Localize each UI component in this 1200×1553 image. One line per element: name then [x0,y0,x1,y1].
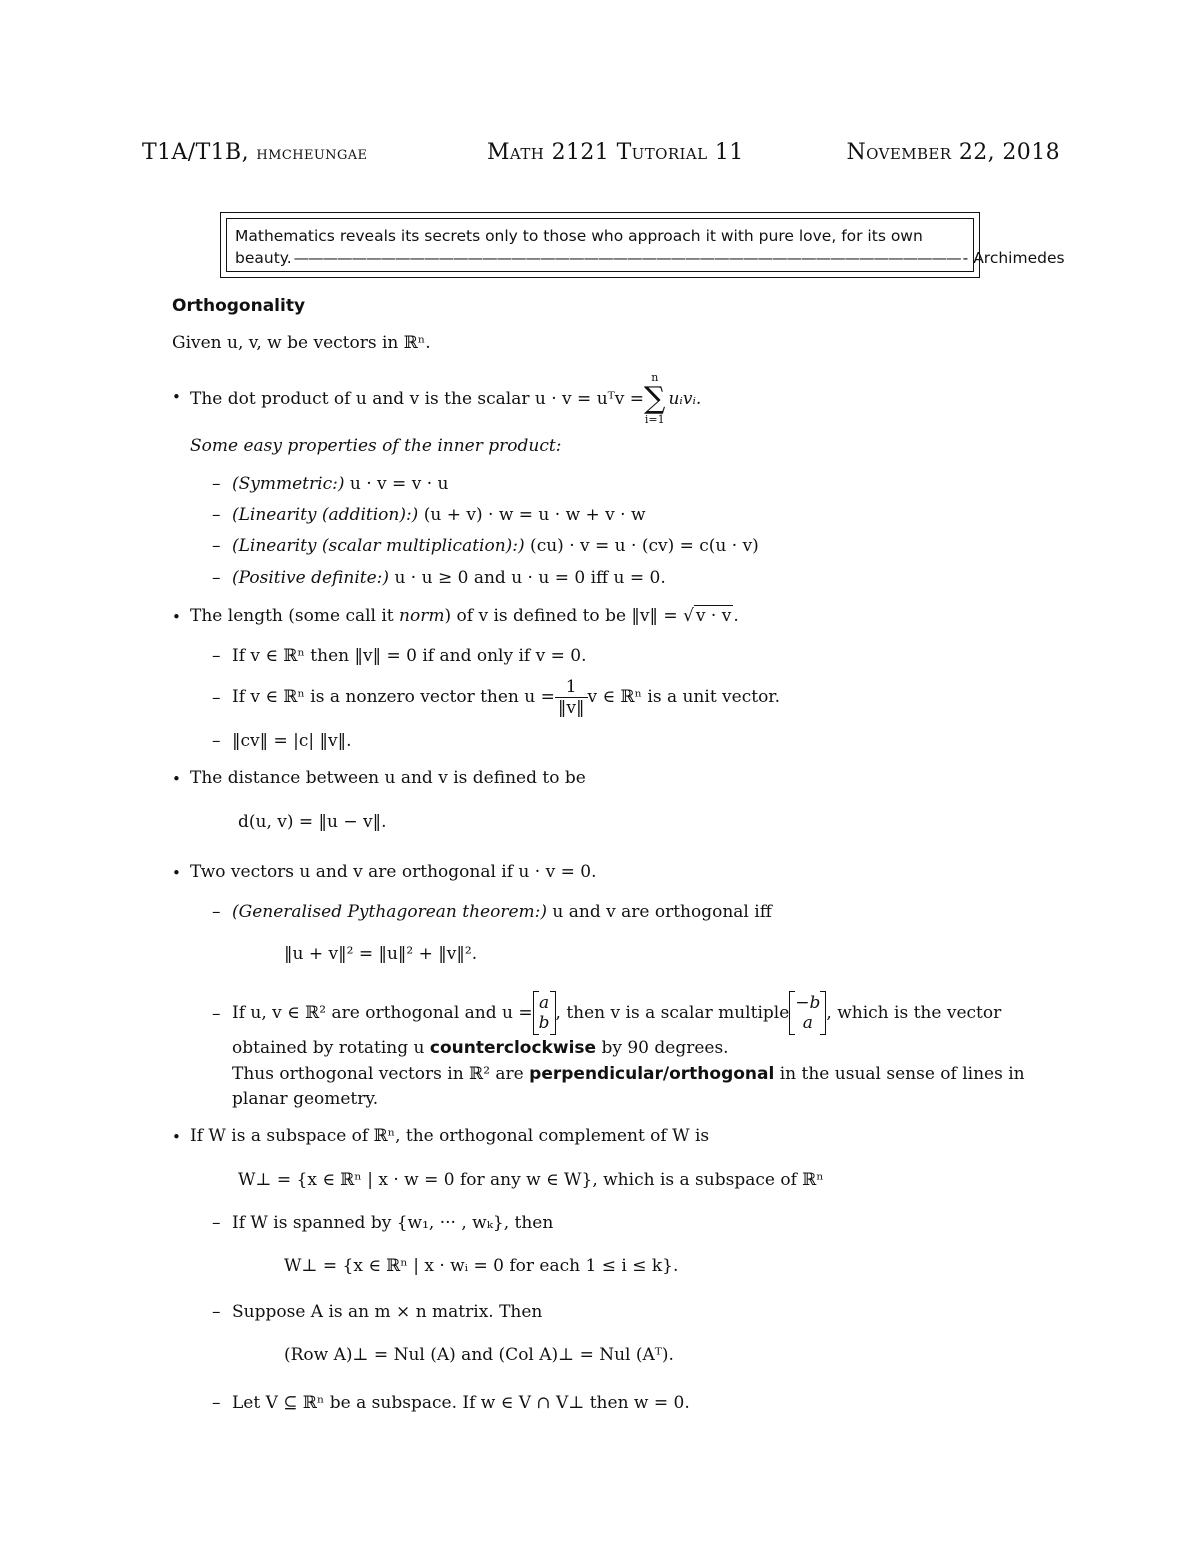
sum-term: uᵢvᵢ. [668,389,702,409]
bullet-icon: • [172,1128,181,1146]
length-zero: If v ∈ ℝⁿ then ‖v‖ = 0 if and only if v = 0. [232,646,587,666]
matrix-u-entry-1: a [539,993,550,1013]
r2-perpendicular: perpendicular/orthogonal [529,1064,775,1084]
quote-line-2 [235,247,1065,269]
summation [644,372,665,426]
dash-marker: – [212,688,221,708]
sum-lower-limit: i=1 [644,413,665,426]
dash-marker: – [212,474,221,494]
property-positive-definite [232,568,666,588]
unit-fraction [555,677,588,718]
dot-product-text: The dot product of u and v is the scalar u · v = uᵀv = [190,389,645,409]
length-line [190,606,739,626]
property-label: (Linearity (scalar multiplication):) [232,536,525,556]
matrix-v-entry-1: −b [795,993,821,1013]
r2-counterclockwise: counterclockwise [429,1038,597,1058]
length-text-a: The length (some call it [190,606,400,626]
page-header [142,140,1060,170]
property-expr: (u + v) · w = u · w + v · w [418,505,646,525]
properties-intro: Some easy properties of the inner product: [190,436,562,456]
quote-dash-rule: —————————————————————————————————————————————— [293,249,961,267]
quote-inner-box [226,218,1065,272]
r2-line-2-b: by 90 degrees. [596,1038,729,1058]
quote-line-2-start: beauty. [235,249,292,267]
property-expr: u · v = v · u [344,474,449,494]
length-radicand: v · v [695,606,732,626]
matrix-u [533,991,556,1035]
quote-box [220,212,1065,278]
header-date: November 22, 2018 [846,140,1060,165]
span-formula: W⊥ = {x ∈ ℝⁿ | x · wᵢ = 0 for each 1 ≤ i ≤ k}. [284,1256,679,1276]
matrix-u-entry-2: b [538,1013,550,1033]
section-title: Orthogonality [172,296,306,316]
sum-upper-limit: n [651,371,659,384]
r2-line-3-a: Thus orthogonal vectors in ℝ² are [232,1064,530,1084]
matrix-v [789,991,826,1035]
dash-marker: – [212,902,221,922]
matrix-formula: (Row A)⊥ = Nul (A) and (Col A)⊥ = Nul (Aᵀ). [284,1345,674,1365]
dash-marker: – [212,1393,221,1413]
pythagorean-text: u and v are orthogonal iff [546,902,772,922]
property-expr: u · u ≥ 0 and u · u = 0 iff u = 0. [389,568,666,588]
dash-marker: – [212,505,221,525]
dash-marker: – [212,536,221,556]
r2-line-4: planar geometry. [232,1089,379,1109]
r2-line-2 [232,1038,729,1058]
pythagorean-formula: ‖u + v‖² = ‖u‖² + ‖v‖². [284,944,478,964]
length-scale: ‖cv‖ = |c| ‖v‖. [232,731,352,751]
header-section-codes: T1A/T1B, [142,140,257,165]
quote-author: - Archimedes [962,249,1065,267]
bullet-icon: • [172,864,181,882]
property-expr: (cu) · v = u · (cv) = c(u · v) [524,536,759,556]
matrix-text: Suppose A is an m × n matrix. Then [232,1302,543,1322]
header-title: Math 2121 Tutorial 11 [487,140,744,165]
header-course-section [142,140,367,165]
dash-marker: – [212,646,221,666]
property-symmetric [232,474,448,494]
dash-marker: – [212,1302,221,1322]
r2-rotation-line [232,988,1060,1038]
intersection-text: Let V ⊆ ℝⁿ be a subspace. If w ∈ V ∩ V⊥ then w = 0. [232,1393,690,1413]
length-end: . [733,606,739,626]
bullet-icon: • [172,770,181,788]
fraction-numerator: 1 [555,677,588,698]
r2-line-3 [232,1064,1025,1084]
property-linearity-scalar [232,536,759,556]
unit-vector-line [232,674,780,720]
length-text-b: ) of v is defined to be ‖v‖ = √ [444,606,694,626]
dot-product-line [190,366,701,432]
distance-text: The distance between u and v is defined to be [190,768,586,788]
bullet-icon: • [172,388,181,406]
pythagorean-label: (Generalised Pythagorean theorem:) [232,902,547,922]
r2-text-c: , which is the vector [826,1003,1002,1023]
dash-marker: – [212,731,221,751]
r2-text-a: If u, v ∈ ℝ² are orthogonal and u = [232,1003,533,1023]
dash-marker: – [212,1213,221,1233]
dash-marker: – [212,568,221,588]
property-label: (Symmetric:) [232,474,345,494]
dash-marker: – [212,1004,221,1024]
r2-line-2-a: obtained by rotating u [232,1038,430,1058]
unit-text-a: If v ∈ ℝⁿ is a nonzero vector then u = [232,687,555,707]
r2-line-3-b: in the usual sense of lines in [774,1064,1025,1084]
matrix-v-entry-2: a [802,1013,813,1033]
pythagorean-line [232,902,772,922]
span-text: If W is spanned by {w₁, ··· , wₖ}, then [232,1213,554,1233]
complement-text: If W is a subspace of ℝⁿ, the orthogonal complement of W is [190,1126,710,1146]
section-intro: Given u, v, w be vectors in ℝⁿ. [172,333,431,353]
fraction-denominator: ‖v‖ [557,697,585,718]
property-label: (Linearity (addition):) [232,505,419,525]
property-label: (Positive definite:) [232,568,390,588]
quote-line-1: Mathematics reveals its secrets only to those who approach it with pure love, for its own [235,227,923,245]
r2-text-b: , then v is a scalar multiple [555,1003,790,1023]
complement-formula: W⊥ = {x ∈ ℝⁿ | x · w = 0 for any w ∈ W}, which is a subspace of ℝⁿ [238,1170,824,1190]
property-linearity-addition [232,505,646,525]
orthogonal-definition: Two vectors u and v are orthogonal if u · v = 0. [190,862,597,882]
unit-text-b: v ∈ ℝⁿ is a unit vector. [587,687,780,707]
header-author: hmcheungae [256,142,368,164]
length-norm-word: norm [399,606,445,626]
bullet-icon: • [172,608,181,626]
distance-formula: d(u, v) = ‖u − v‖. [238,812,387,832]
sum-sign: ∑ [644,381,666,416]
